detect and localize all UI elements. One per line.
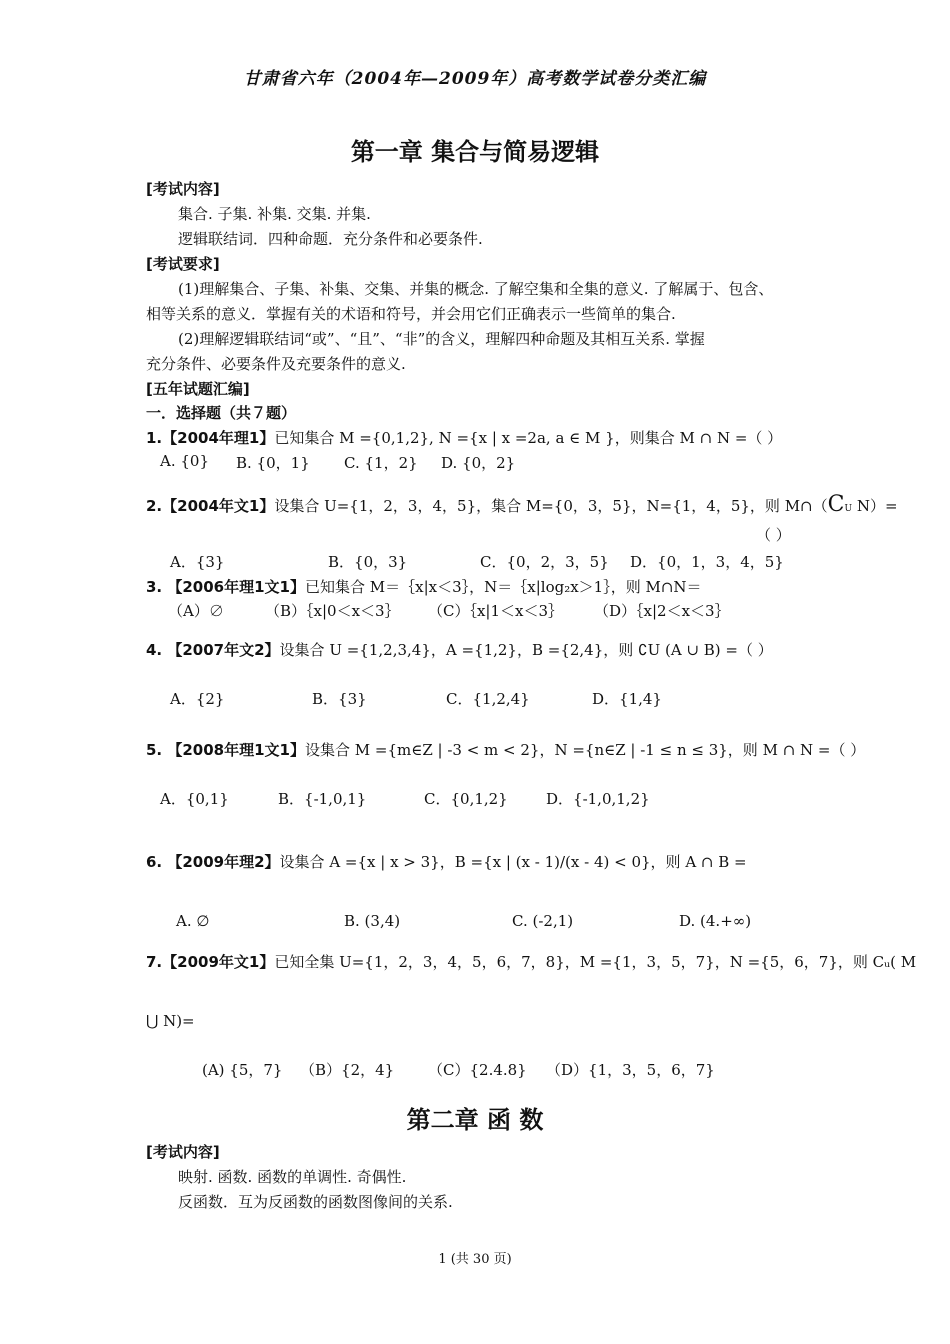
option-a: (A) {5，7}	[202, 1061, 283, 1079]
content-line: 逻辑联结词．四种命题．充分条件和必要条件.	[178, 230, 483, 248]
question-6	[146, 851, 747, 872]
option-d: D．{-1,0,1,2}	[546, 790, 650, 808]
option-d: D．{0，1，3，4，5}	[630, 553, 784, 571]
option-b: B. {0，1}	[236, 454, 310, 472]
question-tag: 2.【2004年文1】	[146, 497, 275, 515]
option-c: C. {1，2}	[344, 454, 418, 472]
option-c: C．{0,1,2}	[424, 790, 508, 808]
question-7	[146, 951, 916, 972]
option-b: B．{0，3}	[328, 553, 408, 571]
question-text: 已知全集 U={1，2，3，4，5，6，7，8}，M ={1，3，5，7}，N ={5，6，7}，则 Cᵤ( M	[274, 953, 917, 971]
question-tag: 6. 【2009年理2】	[146, 853, 280, 871]
content-line: 集合. 子集. 补集. 交集. 并集.	[178, 205, 371, 223]
option-c: （C）｛x|1＜x＜3｝	[428, 602, 564, 620]
question-text: 已知集合 M＝｛x|x＜3｝，N＝｛x|log₂x＞1｝，则 M∩N＝	[304, 578, 702, 596]
option-b: B．{-1,0,1}	[278, 790, 367, 808]
page-header: 甘肃省六年（2004年—2009年）高考数学试卷分类汇编	[243, 69, 707, 89]
option-a: A. ∅	[176, 912, 210, 930]
option-d: D. (4.+∞)	[679, 912, 752, 930]
option-a: A. {0}	[160, 452, 209, 470]
question-tail: ⋃ N)=	[146, 1012, 195, 1030]
option-a: A．{0,1}	[160, 790, 229, 808]
requirement-line: (2)理解逻辑联结词“或”、“且”、“非”的含义，理解四种命题及其相互关系. 掌握	[178, 330, 705, 348]
option-b: （B）{2，4}	[300, 1061, 395, 1079]
requirements-heading: [考试要求]	[146, 255, 220, 273]
option-b: B. (3,4)	[344, 912, 401, 930]
content-heading: [考试内容]	[146, 180, 220, 198]
chapter-1-title: 第一章 集合与简易逻辑	[350, 137, 600, 166]
content-heading: [考试内容]	[146, 1143, 220, 1161]
question-5	[146, 739, 865, 760]
option-d: （D）{1，3，5，6，7}	[546, 1061, 715, 1079]
question-3	[146, 576, 702, 597]
requirement-line: 相等关系的意义．掌握有关的术语和符号，并会用它们正确表示一些简单的集合.	[146, 305, 676, 323]
question-text: 设集合 U={1，2，3，4，5}，集合 M={0，3，5}，N={1，4，5}，则 M∩（	[274, 497, 828, 515]
question-text: 已知集合 M ={0,1,2}, N ={x | x =2a, a ∈ M }，则集合 M ∩ N =（ ）	[274, 429, 783, 447]
option-c: （C）{2.4.8}	[428, 1061, 527, 1079]
choice-heading: 一．选择题（共７题）	[146, 404, 297, 422]
question-text: 设集合 U ={1,2,3,4}，A ={1,2}，B ={2,4}，则 ∁U (A ∪ B) =（ ）	[279, 641, 773, 659]
question-tag: 7.【2009年文1】	[146, 953, 275, 971]
option-d: D．{1,4}	[592, 690, 662, 708]
question-2: 2.【2004年文1】设集合 U={1，2，3，4，5}，集合 M={0，3，5}，N={1，4，5}，则 M∩（CU N）=	[146, 492, 898, 517]
question-4	[146, 639, 773, 660]
content-line: 反函数．互为反函数的函数图像间的关系.	[178, 1193, 453, 1211]
answer-paren: （ ）	[756, 526, 791, 544]
option-b: （B）｛x|0＜x＜3｝	[265, 602, 400, 620]
five-year-heading: [五年试题汇编]	[146, 380, 250, 398]
page-footer: 1 (共 30 页)	[438, 1252, 512, 1267]
option-c: C．{0，2，3，5}	[480, 553, 609, 571]
requirement-line: 充分条件、必要条件及充要条件的意义.	[146, 355, 406, 373]
question-tag: 1.【2004年理1】	[146, 429, 275, 447]
option-a: A．{2}	[170, 690, 225, 708]
chapter-2-title: 第二章 函 数	[406, 1105, 544, 1134]
question-tag: 3. 【2006年理1文1】	[146, 578, 305, 596]
option-a: A．{3}	[170, 553, 225, 571]
question-tag: 4. 【2007年文2】	[146, 641, 280, 659]
content-line: 映射. 函数. 函数的单调性. 奇偶性.	[178, 1168, 407, 1186]
question-tail: N）=	[856, 497, 898, 515]
option-d: （D）｛x|2＜x＜3｝	[594, 602, 730, 620]
complement-symbol: C	[827, 492, 845, 517]
option-c: C. (-2,1)	[512, 912, 574, 930]
question-tag: 5. 【2008年理1文1】	[146, 741, 305, 759]
question-1	[146, 427, 782, 448]
question-text: 设集合 M ={m∈Z | -3 < m < 2}，N ={n∈Z | -1 ≤ n ≤ 3}，则 M ∩ N =（ ）	[304, 741, 866, 759]
option-d: D. {0，2}	[441, 454, 516, 472]
question-text: 设集合 A ={x | x > 3}，B ={x | (x - 1)/(x - 4) < 0}，则 A ∩ B =	[279, 853, 747, 871]
option-b: B．{3}	[312, 690, 367, 708]
requirement-line: (1)理解集合、子集、补集、交集、并集的概念. 了解空集和全集的意义. 了解属于、包含、	[178, 280, 774, 298]
option-a: （A）∅	[168, 602, 224, 620]
option-c: C．{1,2,4}	[446, 690, 530, 708]
